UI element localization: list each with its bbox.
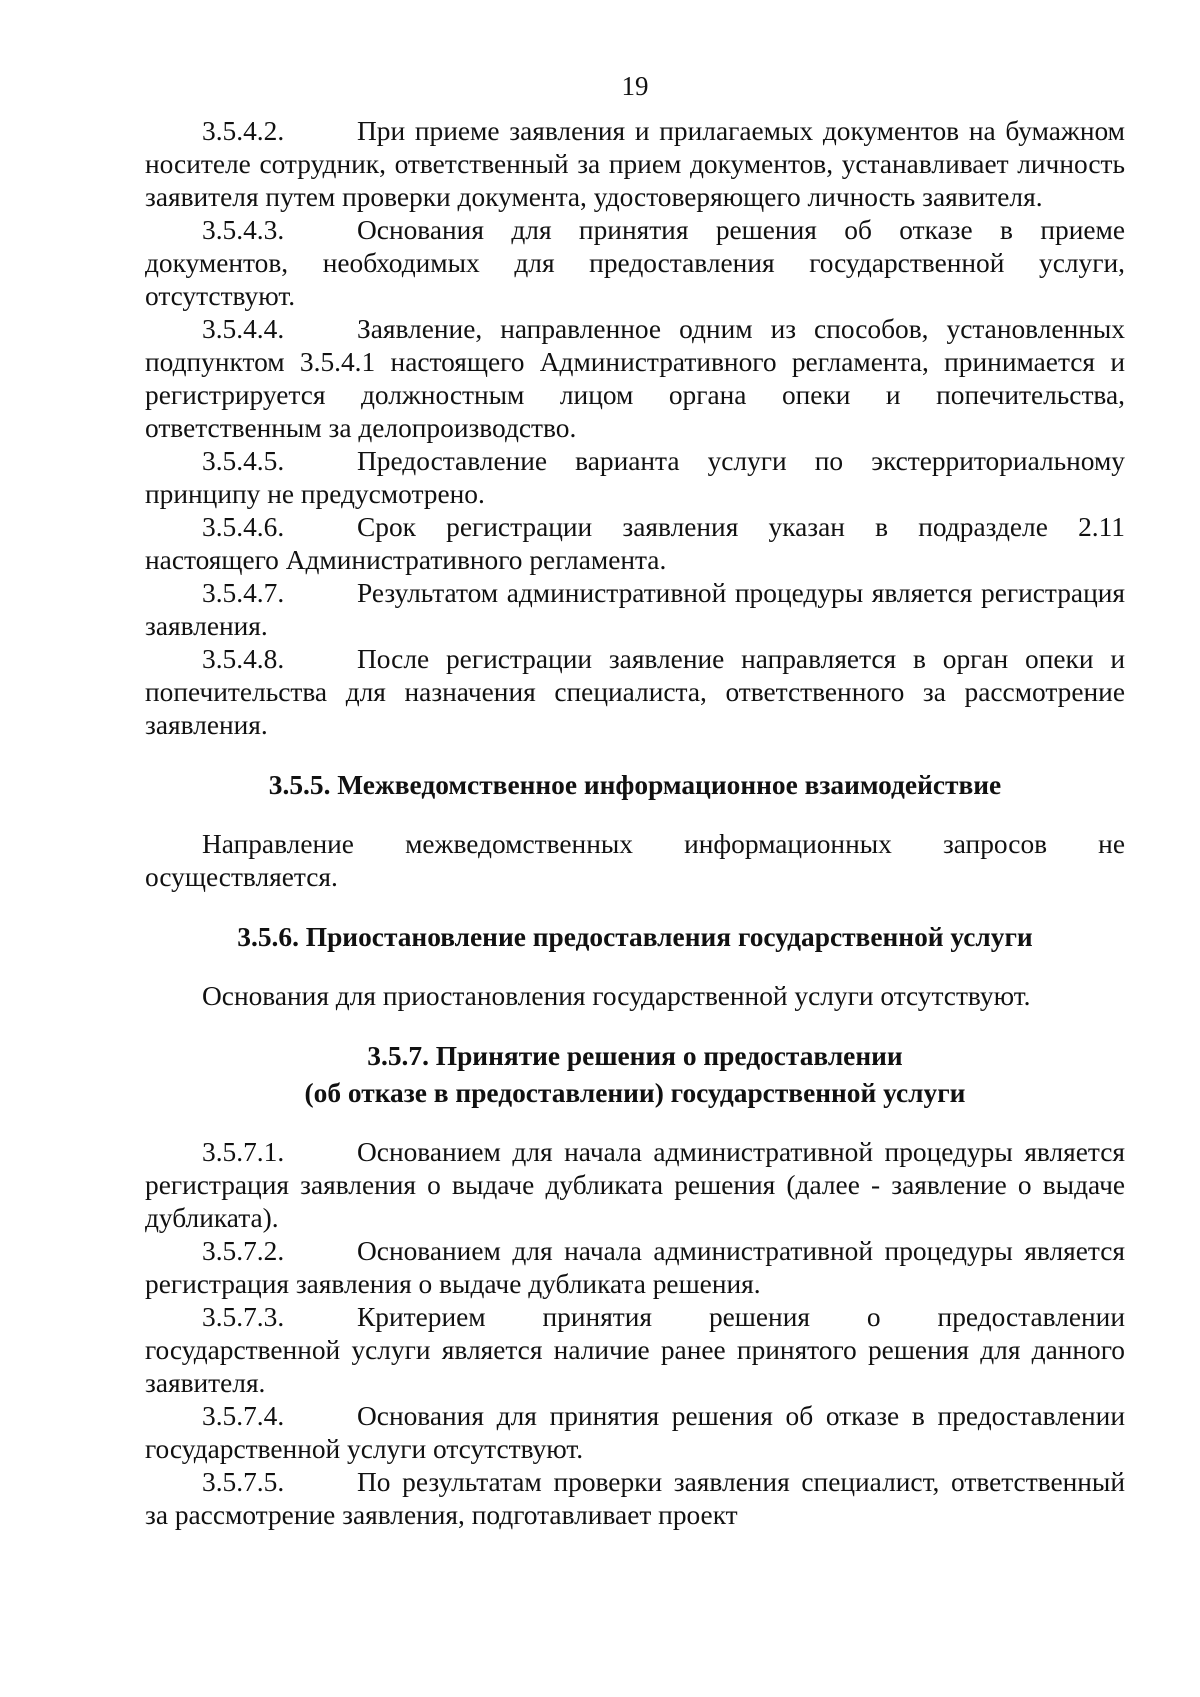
paragraph-number: 3.5.4.7.	[202, 578, 285, 608]
heading-line: 3.5.7. Принятие решения о предоставлении	[367, 1041, 903, 1071]
paragraph-text: Срок регистрации заявления указан в подразделе 2.11 настоящего Административного регламента.	[145, 512, 1125, 575]
section-heading	[145, 1038, 1125, 1112]
numbered-paragraph	[145, 313, 1125, 445]
paragraph-number: 3.5.7.3.	[202, 1302, 285, 1332]
numbered-paragraph	[145, 214, 1125, 313]
numbered-paragraph	[145, 1466, 1125, 1532]
paragraph-text: Направление межведомственных информационных запросов не осуществляется.	[145, 829, 1125, 892]
paragraph-text: Критерием принятия решения о предоставлении государственной услуги является наличие ранее принятого решения для данного заявителя.	[145, 1302, 1125, 1398]
heading-line: (об отказе в предоставлении) государственной услуги	[304, 1078, 966, 1108]
numbered-paragraph	[145, 115, 1125, 214]
paragraph-text: Результатом административной процедуры является регистрация заявления.	[145, 578, 1125, 641]
paragraph-text: Основания для принятия решения об отказе в предоставлении государственной услуги отсутствуют.	[145, 1401, 1125, 1464]
paragraph-number: 3.5.7.4.	[202, 1401, 285, 1431]
paragraph-number: 3.5.7.5.	[202, 1467, 285, 1497]
paragraph-text: После регистрации заявление направляется в орган опеки и попечительства для назначения специалиста, ответственного за рассмотрение заявления.	[145, 644, 1125, 740]
section-heading	[145, 919, 1125, 956]
numbered-paragraph	[145, 577, 1125, 643]
numbered-paragraph	[145, 1301, 1125, 1400]
paragraph-number: 3.5.4.6.	[202, 512, 285, 542]
numbered-paragraph	[145, 511, 1125, 577]
paragraph-text: Основания для принятия решения об отказе в приеме документов, необходимых для предоставления государственной услуги, отсутствуют.	[145, 215, 1125, 311]
paragraph-number: 3.5.4.2.	[202, 116, 285, 146]
paragraph-number: 3.5.4.5.	[202, 446, 285, 476]
numbered-paragraph	[145, 643, 1125, 742]
paragraph-number: 3.5.4.8.	[202, 644, 285, 674]
paragraph-text: Основания для приостановления государственной услуги отсутствуют.	[202, 981, 1031, 1011]
paragraph-text: Предоставление варианта услуги по экстерриториальному принципу не предусмотрено.	[145, 446, 1125, 509]
paragraph-number: 3.5.4.3.	[202, 215, 285, 245]
paragraph-text: Заявление, направленное одним из способов, установленных подпунктом 3.5.4.1 настоящего Административного регламента, принимается и регистрируется должностным лицом органа опеки и попечительства, ответственным за делопроизводство.	[145, 314, 1125, 443]
numbered-paragraph	[145, 1136, 1125, 1235]
document-body	[145, 115, 1125, 1532]
paragraph-text: По результатам проверки заявления специалист, ответственный за рассмотрение заявления, подготавливает проект	[145, 1467, 1125, 1530]
numbered-paragraph	[145, 1400, 1125, 1466]
paragraph-number: 3.5.7.1.	[202, 1137, 285, 1167]
numbered-paragraph	[145, 445, 1125, 511]
paragraph-text: Основанием для начала административной процедуры является регистрация заявления о выдаче дубликата решения (далее - заявление о выдаче дубликата).	[145, 1137, 1125, 1233]
paragraph-number: 3.5.7.2.	[202, 1236, 285, 1266]
numbered-paragraph	[145, 1235, 1125, 1301]
page-number: 19	[621, 71, 649, 101]
paragraph-number: 3.5.4.4.	[202, 314, 285, 344]
section-heading	[145, 767, 1125, 804]
heading-line: 3.5.5. Межведомственное информационное взаимодействие	[268, 770, 1002, 800]
paragraph-text: Основанием для начала административной процедуры является регистрация заявления о выдаче дубликата решения.	[145, 1236, 1125, 1299]
heading-line: 3.5.6. Приостановление предоставления государственной услуги	[237, 922, 1033, 952]
paragraph-text: При приеме заявления и прилагаемых документов на бумажном носителе сотрудник, ответственный за прием документов, устанавливает личность заявителя путем проверки документа, удостоверяющего личность заявителя.	[145, 116, 1125, 212]
